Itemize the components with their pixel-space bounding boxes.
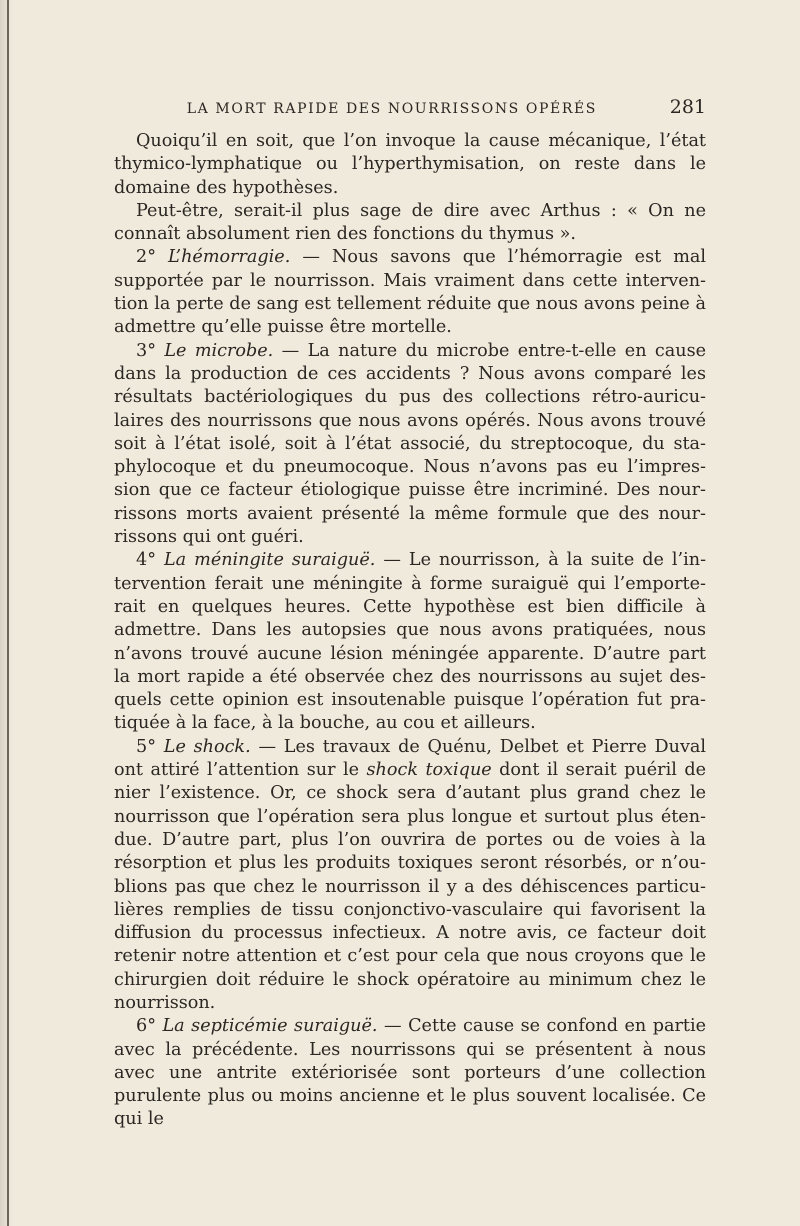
section-number: 4°: [136, 550, 156, 571]
section-text: — Cette cause se confond en partie avec la précédente. Les nourrissons qui se présentent à nous avec une antrite extériorisée sont porteurs d’une collection purulente plus ou moins ancienne et le plus souvent localisée. Ce qui le: [114, 1016, 707, 1130]
paragraph-hemorragie: [114, 246, 706, 339]
section-term: Le microbe.: [164, 340, 274, 361]
paragraph-2: Peut-être, serait-il plus sage de dire avec Arthus : « On ne connaît absolument rien des fonctions du thymus ».: [114, 200, 706, 245]
section-number: 2°: [136, 247, 156, 268]
section-text: — Nous savons que l’hémorragie est mal supportée par le nourrisson. Mais vraiment dans cette intervention la perte de sang est tellement réduite que nous avons peine à admettre qu’elle puisse être mortelle.: [114, 247, 706, 338]
paragraph-microbe: [114, 340, 706, 550]
paragraph-meningite: [114, 549, 706, 735]
running-title: LA MORT RAPIDE DES NOURRISSONS OPÉRÉS: [186, 101, 597, 117]
section-term: Le shock.: [163, 736, 251, 757]
section-text: dont il serait puéril de nier l’existence. Or, ce shock sera d’autant plus grand chez le nourrisson que l’opération sera plus longue et surtout plus étendue. D’autre part, plus l’on ouvrira de portes ou de voies à la résorption et plus les produits toxiques seront résorbés, or n’oublions pas que chez le nourrisson il y a des déhiscences particulières remplies de tissu conjonctivo-vasculaire qui favorisent la diffusion du processus infectieux. A notre avis, ce facteur doit retenir notre attention et c’est pour cela que nous croyons que le chirurgien doit réduire le shock opératoire au minimum chez le nourrisson.: [114, 760, 706, 1013]
book-page: [114, 96, 706, 1132]
section-term: La septicémie suraiguë.: [162, 1016, 378, 1037]
section-number: 3°: [136, 340, 156, 361]
section-term: L’hémorragie.: [168, 247, 291, 268]
running-head: [114, 96, 706, 118]
section-number: 6°: [136, 1016, 156, 1037]
body-text: [114, 130, 706, 1132]
section-number: 5°: [136, 736, 156, 757]
paragraph-septicemie: [114, 1015, 706, 1131]
section-text: — La nature du microbe entre-t-elle en cause dans la production de ces accidents ? Nous avons comparé les résultats bactériologiques du pus des collections rétro-auriculaires des nourrissons que nous avons opérés. Nous avons trouvé soit à l’état isolé, soit à l’état associé, du streptocoque, du staphylocoque et du pneumocoque. Nous n’avons pas eu l’impression que ce facteur étiologique puisse être incriminé. Des nourrissons morts avaient présenté la même formule que des nourrissons qui ont guéri.: [114, 340, 707, 548]
section-text: — Les travaux de Quénu, Delbet et Pierre Duval ont attiré l’attention sur le: [114, 736, 706, 781]
section-text: — Le nourrisson, à la suite de l’intervention ferait une méningite à forme suraiguë qui l’emporterait en quelques heures. Cette hypothèse est bien difficile à admettre. Dans les autopsies que nous avons pratiquées, nous n’avons trouvé aucune lésion méningée apparente. D’autre part la mort rapide a été observée chez des nourrissons au sujet desquels cette opinion est insoutenable puisque l’opération fut pratiquée à la face, à la bouche, au cou et ailleurs.: [114, 550, 707, 734]
paragraph-1: Quoiqu’il en soit, que l’on invoque la cause mécanique, l’état thymico-lymphatique ou l’hyperthymisation, on reste dans le domaine des hypothèses.: [114, 131, 706, 198]
binding-line: [7, 0, 9, 1226]
page-number: 281: [669, 96, 706, 118]
paragraph-shock: [114, 736, 706, 1016]
emphasized-term: shock toxique: [366, 760, 492, 781]
section-term: La méningite suraiguë.: [163, 550, 376, 571]
